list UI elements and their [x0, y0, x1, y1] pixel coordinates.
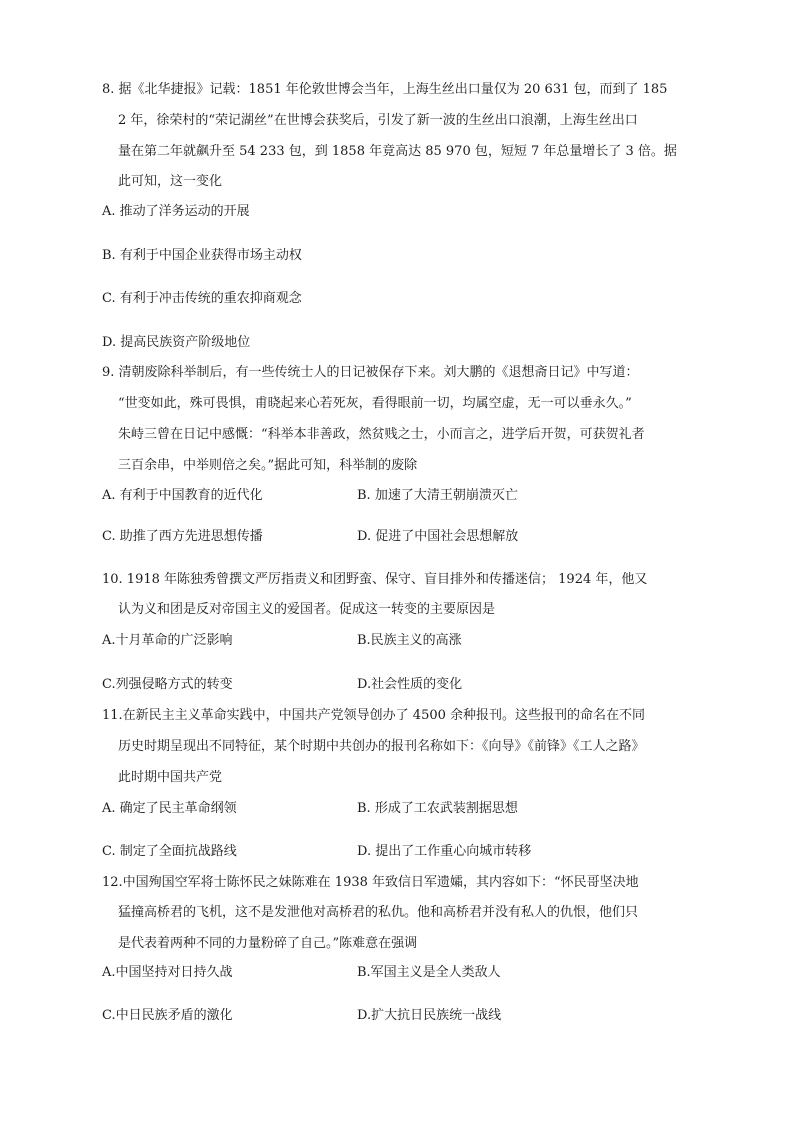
question-11-option-c: C. 制定了全面抗战路线	[102, 844, 237, 859]
question-11-line-2: 历史时期呈现出不同特征，某个时期中共创办的报刊名称如下：《向导》《前锋》《工人之路》	[118, 739, 645, 754]
question-10-option-c: C.列强侵略方式的转变	[102, 677, 233, 692]
question-10-option-d: D.社会性质的变化	[357, 677, 463, 692]
question-12-line-1: 12.中国殉国空军将士陈怀民之妹陈难在 1938 年致信日军遗孀，其内容如下：“怀民哥坚决地	[102, 875, 639, 890]
question-9-line-3: 朱峙三曾在日记中感慨：“科举本非善政，然贫贱之士，小而言之，进学后开贺，可获贺礼者	[118, 427, 645, 442]
question-9-line-2: “世变如此，殊可畏惧，甫晓起来心若死灰，看得眼前一切，均属空虚，无一可以垂永久。”	[118, 396, 632, 411]
question-8-line-3: 量在第二年就飙升至 54 233 包，到 1858 年竟高达 85 970 包，短短 7 年总量增长了 3 倍。据	[118, 144, 677, 159]
question-12-option-a: A.中国坚持对日持久战	[102, 965, 233, 980]
question-8-option-d: D. 提高民族资产阶级地位	[102, 335, 251, 350]
question-10-option-b: B.民族主义的高涨	[357, 633, 462, 648]
question-9-option-a: A. 有利于中国教育的近代化	[102, 488, 263, 503]
question-11-option-d: D. 提出了工作重心向城市转移	[357, 844, 532, 859]
question-9-option-b: B. 加速了大清王朝崩溃灭亡	[357, 488, 518, 503]
question-10-option-a: A.十月革命的广泛影响	[102, 633, 233, 648]
question-12-option-b: B.军国主义是全人类敌人	[357, 965, 501, 980]
question-12-line-3: 是代表着两种不同的力量粉碎了自己。”陈难意在强调	[118, 936, 418, 951]
question-8-line-4: 此可知，这一变化	[118, 174, 223, 189]
question-12-option-d: D.扩大抗日民族统一战线	[357, 1008, 502, 1023]
question-9-line-1: 9. 清朝废除科举制后，有一些传统士人的日记被保存下来。刘大鹏的《退想斋日记》中写道：	[102, 365, 639, 380]
question-10-line-1: 10. 1918 年陈独秀曾撰文严厉指责义和团野蛮、保守、盲目排外和传播迷信； 1924 年，他又	[102, 572, 648, 587]
question-11-option-b: B. 形成了工农武装割据思想	[357, 801, 518, 816]
question-12-line-2: 猛撞高桥君的飞机，这不是发泄他对高桥君的私仇。他和高桥君并没有私人的仇恨，他们只	[118, 905, 639, 920]
question-9-option-c: C. 助推了西方先进思想传播	[102, 529, 263, 544]
question-8-option-a: A. 推动了洋务运动的开展	[102, 204, 250, 219]
question-11-option-a: A. 确定了民主革命纲领	[102, 801, 237, 816]
question-9-option-d: D. 促进了中国社会思想解放	[357, 529, 519, 544]
question-8-line-1: 8. 据《北华捷报》记载：1851 年伦敦世博会当年，上海生丝出口量仅为 20 631 包，而到了 185	[102, 82, 668, 97]
question-11-line-1: 11.在新民主主义革命实践中，中国共产党领导创办了 4500 余种报刊。这些报刊的命名在不同	[102, 708, 646, 723]
question-8-option-c: C. 有利于冲击传统的重农抑商观念	[102, 291, 302, 306]
question-8-option-b: B. 有利于中国企业获得市场主动权	[102, 248, 302, 263]
question-8-line-2: 2 年，徐荣村的“荣记湖丝”在世博会获奖后，引发了新一波的生丝出口浪潮，上海生丝出口	[118, 113, 638, 128]
question-12-option-c: C.中日民族矛盾的激化	[102, 1008, 233, 1023]
question-10-line-2: 认为义和团是反对帝国主义的爱国者。促成这一转变的主要原因是	[118, 602, 496, 617]
question-11-line-3: 此时期中国共产党	[118, 770, 223, 785]
question-9-line-4: 三百余串，中举则倍之矣。”据此可知，科举制的废除	[118, 458, 418, 473]
